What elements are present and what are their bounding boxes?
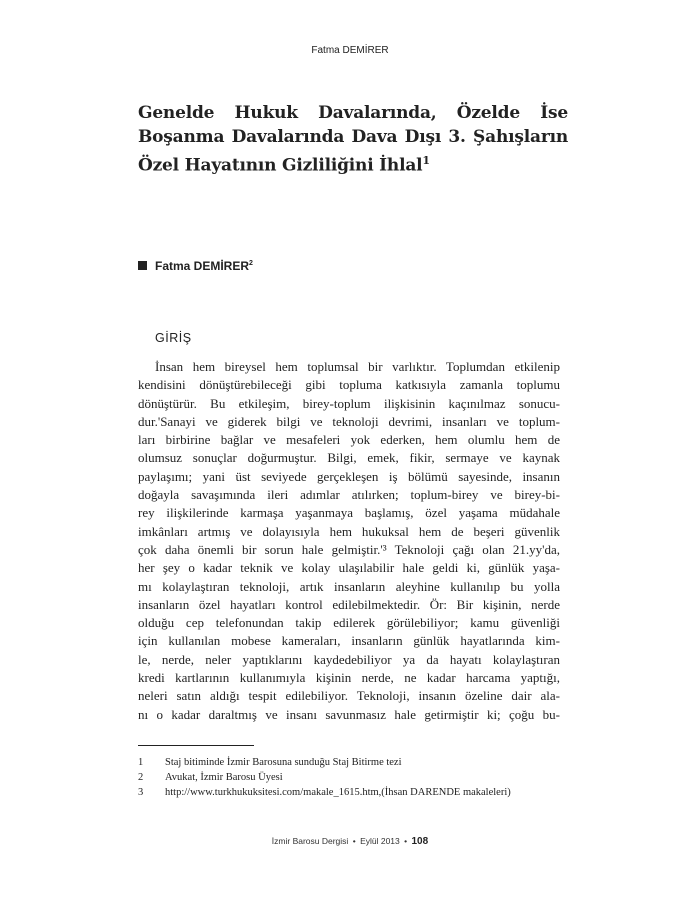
body-line: le, nerde, neler yaptıklarını kaydedebiliyor ya da hayatı kolaylaştıran (138, 651, 560, 667)
footnote (138, 755, 578, 770)
body-line: rey ilişkilerinde karmaşa yaşanmaya başlamış, özel yaşama müdahale (138, 505, 560, 521)
footnote-text: Avukat, İzmir Barosu Üyesi (165, 772, 283, 783)
body-line: nı o kadar daraltmış ve insanı savunmasız hale getirmiştir ki; çoğu bu- (138, 706, 560, 722)
title-footnote-marker: 1 (422, 154, 430, 167)
article-title-text: Genelde Hukuk Davalarında, Özelde İse Boşanma Davalarında Dava Dışı 3. Şahışların Özel Hayatının Gizliliğini İhlal (138, 103, 568, 176)
author-footnote-marker: 2 (249, 260, 253, 267)
body-line: için kullanılan mobese kameraları, insanların günlük hayatlarında kim- (138, 633, 560, 649)
footer-separator: • (404, 836, 408, 846)
body-line: mı kolaylaştıran teknoloji, artık insanların aleyhine kullanılıp bu yolla (138, 578, 560, 594)
footnote (138, 785, 578, 800)
footnote-number: 2 (138, 772, 144, 783)
body-line: olumsuz sonuçlar doğurmuştur. Bilgi, emek, fikir, sermaye ve kaynak (138, 450, 560, 466)
footer-separator: • (352, 836, 356, 846)
footnote-divider (138, 745, 254, 746)
section-heading: GİRİŞ (155, 331, 192, 345)
footnote-text: http://www.turkhukuksitesi.com/makale_1615.htm,(İhsan DARENDE makaleleri) (165, 787, 511, 798)
body-line: İnsan hem bireysel hem toplumsal bir varlıktır. Toplumdan etkilenip (155, 359, 560, 374)
body-line: kredi kartlarının kullanımıyla kişinin nerde, ne kadar harcama yaptığı, (138, 670, 560, 686)
body-line: dönüştürür. Bu etkileşim, birey-toplum ilişkisinin kaçınılmaz sonucu- (138, 395, 560, 411)
footnote-number: 1 (138, 757, 144, 768)
body-line: insanların özel hayatları kontrol edilebilmektedir. Ör: Bir kişinin, nerde (138, 596, 560, 612)
body-line: dur.'Sanayi ve giderek bilgi ve teknoloji devrimi, insanları ve toplum- (138, 413, 560, 429)
body-line: çok daha önemli bir sorun hale gelmiştir.'³ Teknoloji çağı olan 21.yy'da, (138, 541, 560, 557)
article-title (138, 101, 568, 178)
running-head: Fatma DEMİRER (311, 45, 389, 56)
journal-name: İzmir Barosu Dergisi (271, 836, 349, 846)
footnotes (138, 755, 578, 800)
body-line: neleri satın aldığı tespit edilebiliyor. Teknoloji, insanın özeline dair ala- (138, 688, 560, 704)
body-text (138, 358, 560, 724)
body-line: doğayla savaşımında ileri adımlar atılırken; toplum-birey ve birey-bi- (138, 487, 560, 503)
body-line: olduğu cep telefonundan takip edilerek görülebiliyor; kamu güvenliği (138, 615, 560, 631)
body-line: imkânları artmış ve dolayısıyla hem hukuksal hem de beşeri güvenlik (138, 523, 560, 539)
footnote (138, 770, 578, 785)
author-line (138, 259, 253, 273)
body-line: paylaşımı; yani üst seviyede gerçekleşen iş bölümü sayesinde, insanın (138, 468, 560, 484)
square-bullet-icon (138, 261, 147, 270)
body-line: her şey o kadar teknik ve kolay ulaşılabilir hale geldi ki, günlük yaşa- (138, 560, 560, 576)
issue-date: Eylül 2013 (360, 836, 400, 846)
page-footer (0, 836, 700, 847)
author-name: Fatma DEMİRER (155, 259, 250, 273)
page-number: 108 (411, 836, 429, 847)
footnote-number: 3 (138, 787, 144, 798)
body-line: kendisini dönüştürebileceği gibi topluma katkısıyla zamanla toplumu (138, 377, 560, 393)
footnote-text: Staj bitiminde İzmir Barosuna sunduğu Staj Bitirme tezi (165, 757, 402, 768)
body-line: ları birbirine bağlar ve mesafeleri yok ederken, hem olumlu hem de (138, 432, 560, 448)
